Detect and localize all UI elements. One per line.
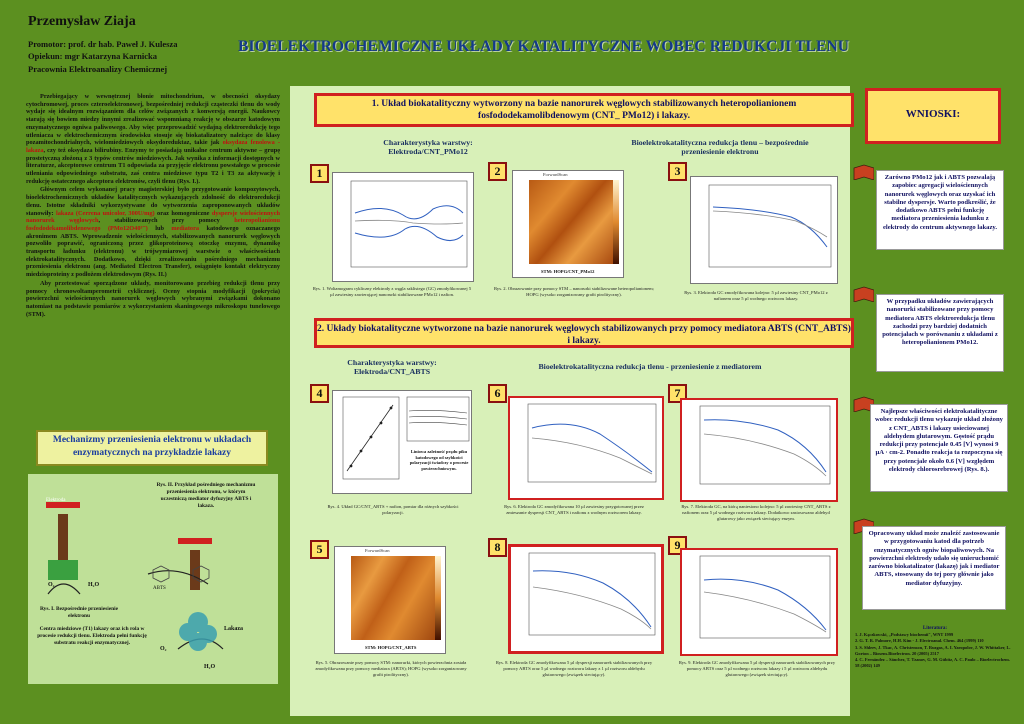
mechanism-schematic bbox=[28, 474, 278, 684]
figure-number-3: 3 bbox=[668, 162, 687, 181]
rys-i-caption: Rys. I. Bezpośrednie przeniesienie elektronu bbox=[39, 606, 119, 619]
figure-3-cv bbox=[690, 176, 838, 284]
figure-number-5: 5 bbox=[310, 540, 329, 559]
figure-number-6: 6 bbox=[488, 384, 507, 403]
cv-plot-4 bbox=[333, 391, 473, 495]
caption-8: Rys. 8. Elektroda GC zmodyfikowana 5 µl dyspersji nanorurek stabilizowanych przy pomocy ABTS oraz 5 µl wodnego roztworu lakazy z 1 µl roztworu aldehydu glutarowego (związek sieciujący). bbox=[495, 660, 653, 677]
cv-plot-1 bbox=[333, 173, 475, 283]
section-1-title: 1. Układ biokatalityczny wytworzony na bazie nanorurek węglowych stabilizowanych heteropolianionem fosfododekamolibdenowym (CNT_ PMo12) i lakazy. bbox=[314, 93, 854, 127]
literature-item: 4. C. Fernández – Sánchez, T. Tzanov, G. M. Gübitz, A. C. Paulo – Bioelectrochem. 58 (2002) 149 bbox=[855, 657, 1010, 669]
figure-7-cv bbox=[680, 398, 838, 502]
section-1-sub-right: Bioelektrokatalityczna redukcja tlenu – bezpośrednie przeniesienie elektronu bbox=[631, 138, 809, 156]
figure-number-4: 4 bbox=[310, 384, 329, 403]
conclusions-heading: WNIOSKI: bbox=[865, 88, 1001, 144]
o2-label-left: O₂ bbox=[48, 582, 55, 588]
rys-ii-caption: Rys. II. Przykład pośredniego mechanizmu przeniesienia elektronu, w którym uczestniczą mediator dyfuzyjny ABTS i lakaza. bbox=[156, 482, 256, 509]
lab-name: Pracownia Elektroanalizy Chemicznej bbox=[28, 64, 168, 74]
h2o-label-left: H₂O bbox=[88, 582, 100, 588]
intro-paragraph-3: Aby przetestować sporządzone układy, monitorowano przebieg redukcji tlenu przy pomocy chronowoltamperometrii cyklicznej. Oceny stopnia modyfikacji (pokrycia) powierzchni wielościennych nanorurek węglowych wybranymi związkami dokonano natomiast na podstawie pomiarów z wykorzystaniem skaningowego mikroskopu tunelowego (STM). bbox=[26, 279, 280, 318]
stm-label-1: STM: HOPG/CNT_PMo12 bbox=[541, 269, 595, 274]
caption-9: Rys. 9. Elektroda GC zmodyfikowana 5 µl dyspersji nanorurek stabilizowanych przy pomocy ABTS oraz 5 µl wodnego roztworu lakazy i 5 µl roztworu aldehydu glutarowego (związek sieciujący). bbox=[678, 660, 836, 677]
caption-2: Rys. 2. Obrazowanie przy pomocy STM – nanorurki stabilizowane heteropolianionem; HOPG (wysoko zorganizowany grafit pirolityczny). bbox=[494, 286, 654, 297]
figure-4-inset-text: Liniowa zależność prądu piku katodowego od szybkości polaryzacji świadczy o procesie powierzchniowym. bbox=[409, 449, 469, 471]
conclusion-3: Najlepsze właściwości elektrokatalityczne wobec redukcji tlenu wykazuje układ złożony z CNT_ABTS i lakazy usieciowanej aldehydem glutarowym. Gęstość prądu redukcji przy potencjale 0.45 [V] wynosi 9 µA · cm-2. Ponadto reakcja ta rozpoczyna się przy potencjale około 0.6 [V] względem elektrody chlorosrebrowej (Rys. 8.). bbox=[870, 404, 1008, 492]
promotor: Promotor: prof. dr hab. Paweł J. Kulesza bbox=[28, 39, 178, 49]
section-2-sub-left: Charakterystyka warstwy: Elektroda/CNT_ABTS bbox=[347, 358, 437, 376]
intro-text bbox=[26, 93, 280, 463]
stm-colorbar-1 bbox=[613, 180, 619, 264]
literature bbox=[855, 626, 1015, 716]
literature-title: Literatura: bbox=[922, 626, 948, 631]
figure-number-9: 9 bbox=[668, 536, 687, 555]
cv-plot-7 bbox=[682, 400, 836, 500]
caption-5: Rys. 5. Obrazowanie przy pomocy STM: nanorurki, których powierzchnia została zmodyfikowana przy pomocy mediatora (ABTS); HOPG (wysoko zorganizowany grafit pirolityczny). bbox=[315, 660, 467, 677]
caption-7: Rys. 7. Elektroda GC, na którą naniesiono kolejno: 5 µl zawiesiny CNT_ABTS z nafionem oraz 5 µl wodnego roztworu lakazy. Dodatkowo zastosowano aldehyd glutarowy jako związek sieciujący enzym. bbox=[681, 504, 831, 521]
centra-caption: Centra miedziowe (T1) lakazy oraz ich rola w procesie redukcji tlenu. Elektroda pełni funkcję substratu reakcji enzymatycznej. bbox=[37, 626, 147, 646]
abts-label: ABTS bbox=[153, 586, 166, 591]
figure-5-stm bbox=[334, 546, 446, 654]
forward-scan-label-1: ForwardScan bbox=[543, 172, 568, 177]
figure-8-cv bbox=[508, 544, 664, 654]
o2-label-right: O₂ bbox=[160, 646, 167, 652]
cv-plot-3 bbox=[691, 177, 839, 285]
forward-scan-label-2: ForwardScan bbox=[365, 548, 390, 553]
cv-plot-6 bbox=[510, 398, 662, 498]
figure-1-cv bbox=[332, 172, 474, 282]
stm-image-1 bbox=[529, 180, 613, 264]
cv-plot-8 bbox=[511, 547, 661, 651]
figure-6-cv bbox=[508, 396, 664, 500]
stm-image-2 bbox=[351, 556, 435, 640]
section-1-sub-left: Charakterystyka warstwy: Elektroda/CNT_PMo12 bbox=[383, 138, 473, 156]
caption-4: Rys. 4. Układ GC/CNT_ABTS + nafion, pomiar dla różnych szybkości polaryzacji. bbox=[327, 504, 459, 515]
supervisors bbox=[28, 38, 177, 62]
figure-number-7: 7 bbox=[668, 384, 687, 403]
figure-number-2: 2 bbox=[488, 162, 507, 181]
caption-1: Rys. 1. Woltamogram cykliczny elektrody z węgla szklistego (GC) zmodyfikowanej 5 µl zawiesiny zawierającej nanorurki stabilizowane PMo12 i nafion. bbox=[312, 286, 472, 297]
elektroda-label: Elektroda bbox=[46, 498, 66, 503]
stm-label-2: STM: HOPG/CNT_ABTS bbox=[365, 645, 417, 650]
figure-number-8: 8 bbox=[488, 538, 507, 557]
lakaza-label: Lakaza bbox=[224, 626, 244, 632]
figure-2-stm bbox=[512, 170, 624, 278]
section-2-title: 2. Układy biokatalityczne wytworzone na bazie nanorurek węglowych stabilizowanych przy pomocy mediatora ABTS (CNT_ABTS) i lakazy. bbox=[314, 318, 854, 348]
figure-number-1: 1 bbox=[310, 164, 329, 183]
stm-colorbar-2 bbox=[435, 556, 441, 640]
figure-4-cv bbox=[332, 390, 472, 494]
section-2-sub-right: Bioelektrokatalityczna redukcja tlenu - przeniesienie z mediatorem bbox=[538, 362, 762, 371]
book-icon bbox=[852, 286, 874, 302]
figure-9-cv bbox=[680, 548, 838, 656]
intro-paragraph-1: Przebiegający w wewnętrznej błonie mitochondrium, w obecności oksydazy cytochromowej, proces czteroelektronowej, bezpośredniej redukcji cząsteczki tlenu do wody wydaje się idealnym rozwiązaniem dla celów związanych z konwersją energii. Naukowcy starają się bowiem miedzy innymi zrealizować wspomnianą reakcję w obszarze katodowym enzymatycznego ogniwa paliwowego. Aby więc przeprowadzić wydajną elektroredukcję tego utleniacza w elektrochemicznym środowisku stosuje się biokatalizatory należące do klasy pozamitochondrialnych, wielomiedziowych oksydoreduktaz, takie jak oksydaza fenolowa - lakaza, czy też oksydaza bilirubiny. Enzymy te posiadają unikalne centrum aktywne – grupę prostetyczną złożoną z 3 typów centrów miedziowych. Jak wynika z informacji dostępnych w literaturze, akceptorowe centrum T1 odpowiada za przyjęcie elektronu powstałego w procesie utleniania odpowiedniego substratu, zaś centra miedziowe typu T2 i T3 za aktywację i redukcję ostatecznego akceptora elektronów, czyli tlenu (Rys. I.). bbox=[26, 93, 281, 185]
intro-paragraph-2: Głównym celem wykonanej pracy magisterskiej było przygotowanie kompozytowych, bioelektrochemicznych układów katalitycznych wykazujących zdolność do elektroredukcji tlenu. Istotne składniki wykorzystywane do wytworzenia zaproponowanych układów stanowiły: lakaza (Cerrena unicolor, 300U/mg) oraz homogeniczne dyspersje wielościennych nanorurek węglowych, stabilizowanych przy pomocy heteropolianionu fosfododekamolibdenowego (PMo12O40³⁻) lub mediatora katodowego oznaczanego akronimem ABTS. Wprowadzenie wielościennych, stabilizowanych nanorurek węglowych pozwoliło poprawić, ograniczoną przez glikoproteinową otoczkę enzymu, dynamikę transportu ładunku (elektronu) w trójwymiarowej warstwie o właściwościach elektrokatalitycznych. Dodatkowo, dzięki zrealizowaniu pośredniego mechanizmu przeniesienia elektronu (ang. Mediated Electron Transfer), osiągnięto kontakt elektryczny miedzioproteiny z podłożem elektrodowym (Rys. II.) bbox=[26, 186, 280, 279]
mechanism-title: Mechanizmy przeniesienia elektronu w układach enzymatycznych na przykładzie lakazy bbox=[36, 430, 268, 466]
literature-item: 3. S. Shleev, J. Tkac, A. Christenson, T. Ruzgas, A. I. Yaropolov, J. W. Whittaker, L. Gorton – Biosens.Bioelectron. 20 (2005) 2517 bbox=[855, 644, 1011, 656]
literature-item: 2. G. T. R. Palmore, H.H. Kim - J. Electroanal. Chem. 464 (1999) 110 bbox=[855, 638, 984, 644]
conclusion-1: Zarówno PMo12 jak i ABTS pozwalają zapobiec agregacji wielościennych nanorurek węglowych oraz uzyskać ich stabilne dyspersje. Warto podkreślić, że dodatkowo ABTS pełni funkcję mediatora przeniesienia ładunku z elektrody do centrum aktywnego lakazy. bbox=[876, 170, 1004, 250]
conclusion-4: Opracowany układ może znaleźć zastosowanie w przygotowaniu katod dla potrzeb enzymatycznych ogniw biopaliwowych. Na powierzchni elektrody udało się unieruchomić zarówno biokatalizator (lakazę) jak i mediator ABTS, stosowany do tej pory głównie jako mediator dyfuzyjny. bbox=[862, 526, 1006, 610]
opiekun: Opiekun: mgr Katarzyna Karnicka bbox=[28, 51, 157, 61]
poster-title: BIOELEKTROCHEMICZNE UKŁADY KATALITYCZNE WOBEC REDUKCJI TLENU bbox=[238, 38, 850, 55]
literature-item: 1. J. Kączkowski, „Podstawy biochemii", WNT 1999 bbox=[855, 632, 954, 638]
cv-plot-9 bbox=[682, 550, 836, 654]
conclusion-2: W przypadku układów zawierających nanorurki stabilizowane przy pomocy mediatora ABTS elektroredukcja tlenu zachodzi przy bardziej dodatnich potencjałach w porównaniu z układami z heteropolianionem PMo12. bbox=[876, 294, 1004, 372]
caption-6: Rys. 6. Elektroda GC zmodyfikowana 10 µl zawiesiny przygotowanej przez zmieszanie dyspersji CNT_ABTS i nafionu z wodnym roztworem lakazy. bbox=[504, 504, 644, 515]
h2o-label-right: H₂O bbox=[204, 664, 216, 670]
book-icon bbox=[852, 164, 874, 180]
author-name: Przemysław Ziaja bbox=[28, 14, 136, 29]
caption-3: Rys. 3. Elektroda GC zmodyfikowana kolejno: 5 µl zawiesiny CNT_PMo12 z nafionem oraz 5 µl wodnego roztworu lakazy. bbox=[684, 290, 828, 301]
